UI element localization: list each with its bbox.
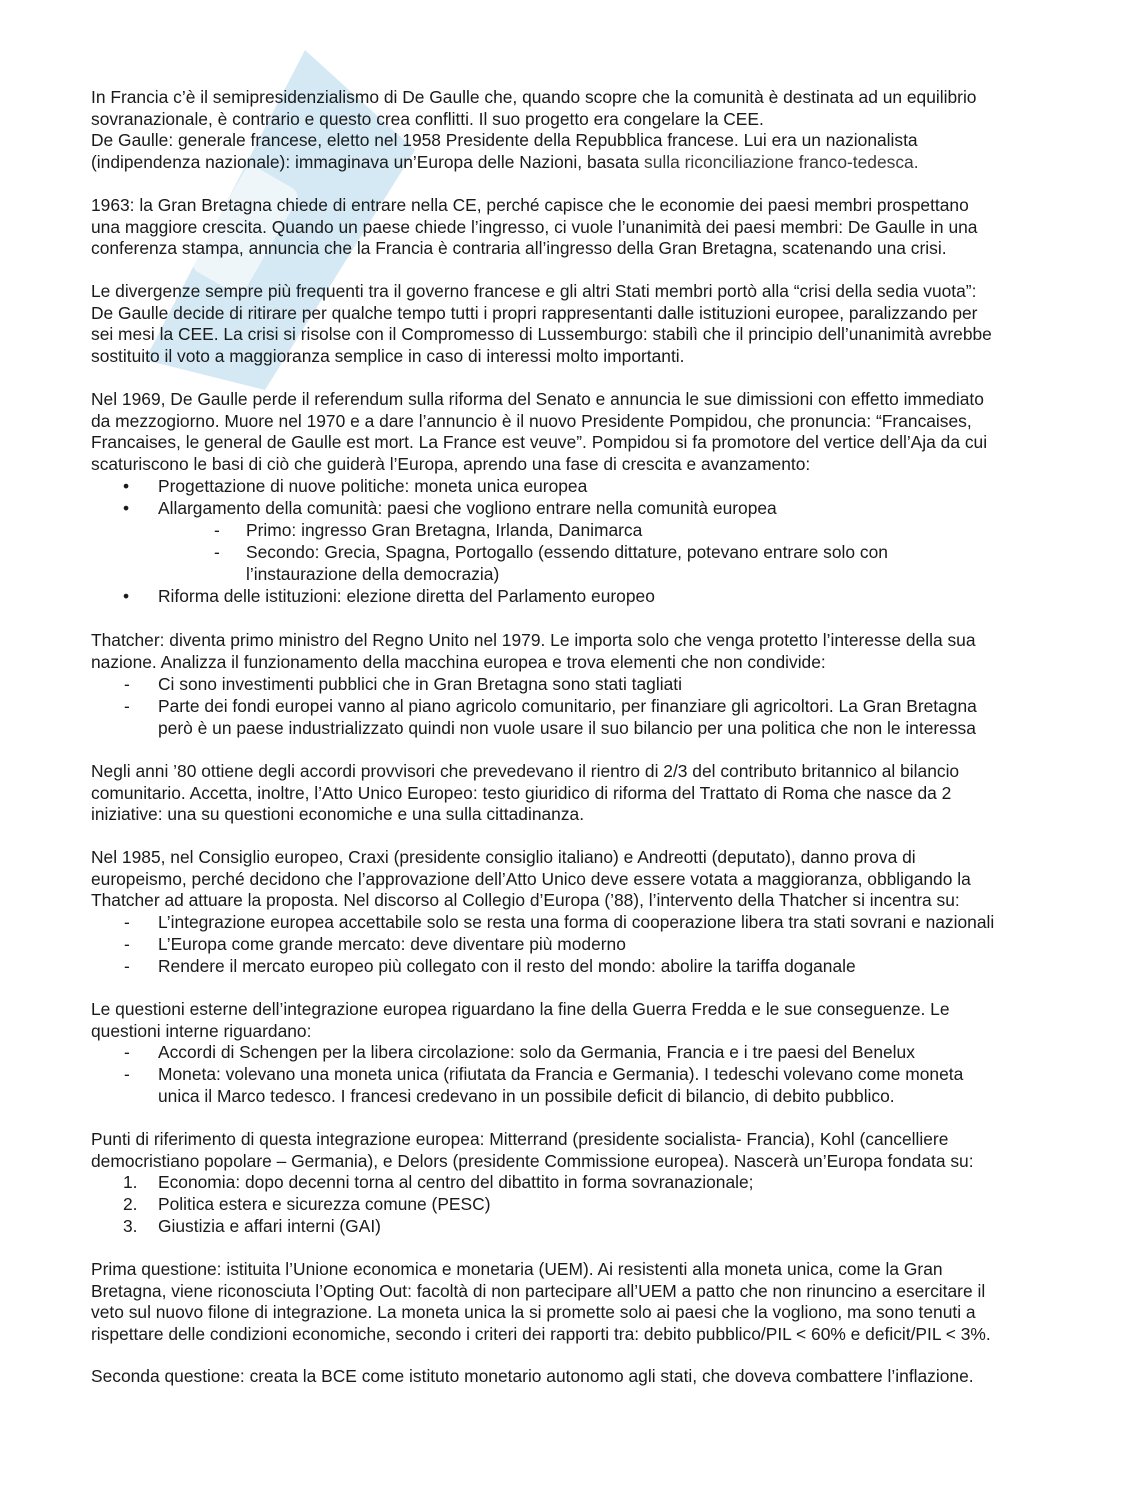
paragraph-1985 — [91, 847, 1071, 912]
paragraph-punti-riferimento — [91, 1129, 1071, 1172]
list-item: Ci sono investimenti pubblici che in Gran Bretagna sono stati tagliati — [158, 674, 682, 694]
text-line: Bretagna, viene riconosciuta l’Opting Out: facoltà di non partecipare all’UEM a patto che non rinuncino a esercitare il — [91, 1280, 986, 1301]
dash-marker: - — [124, 956, 130, 976]
text-line: De Gaulle: generale francese, eletto nel 1958 Presidente della Repubblica francese. Lui era un nazionalista — [91, 130, 918, 151]
list-item-continued: unica il Marco tedesco. I francesi credevano in un possibile deficit di bilancio, di debito pubblico. — [158, 1086, 895, 1106]
bullet-marker: • — [123, 586, 130, 606]
list-item: Politica estera e sicurezza comune (PESC) — [158, 1194, 491, 1214]
text-line: da mezzogiorno. Muore nel 1970 e a dare l’annuncio è il nuovo Presidente Pompidou, che pronuncia: “Francaises, — [91, 410, 972, 431]
paragraph-questioni — [91, 999, 1071, 1042]
text-segment-light: sulla riconciliazione franco-tedesca. — [644, 152, 919, 173]
paragraph-crisi-sedia-vuota — [91, 281, 1071, 368]
text-line: Seconda questione: creata la BCE come istituto monetario autonomo agli stati, che doveva combattere l’inflazione. — [91, 1366, 974, 1386]
text-line: comunitario. Accetta, inoltre, l’Atto Unico Europeo: testo giuridico di riforma del Trattato di Roma che nasce da 2 — [91, 782, 952, 803]
text-line: democristiano popolare – Germania), e Delors (presidente Commissione europea). Nascerà un’Europa fondata su: — [91, 1150, 974, 1171]
text-line: Le questioni esterne dell’integrazione europea riguardano la fine della Guerra Fredda e le sue conseguenze. Le — [91, 999, 950, 1019]
dash-marker: - — [214, 520, 220, 540]
paragraph-anni-80 — [91, 761, 1071, 826]
list-item: Economia: dopo decenni torna al centro del dibattito in forma sovranazionale; — [158, 1172, 754, 1192]
list-item: Allargamento della comunità: paesi che vogliono entrare nella comunità europea — [158, 498, 777, 518]
text-line: conferenza stampa, annuncia che la Francia è contraria all’ingresso della Gran Bretagna, scatenando una crisi. — [91, 238, 947, 259]
bullet-marker: • — [123, 498, 130, 518]
dash-marker: - — [124, 1064, 130, 1084]
paragraph-1963 — [91, 195, 1071, 260]
text-line: veto sul nuovo filone di integrazione. La moneta unica la si promette solo ai paesi che la vogliono, ma sono tenuti a — [91, 1302, 976, 1323]
dash-marker: - — [124, 934, 130, 954]
text-line: Thatcher: diventa primo ministro del Regno Unito nel 1979. Le importa solo che venga protetto l’interesse della sua — [91, 630, 976, 650]
list-item: Giustizia e affari interni (GAI) — [158, 1216, 381, 1236]
sub-list-item-continued: l’instaurazione della democrazia) — [246, 564, 500, 584]
text-line: In Francia c’è il semipresidenzialismo di De Gaulle che, quando scopre che la comunità è destinata ad un equilibrio — [91, 87, 977, 107]
text-line: De Gaulle decide di ritirare per qualche tempo tutti i propri rappresentanti dalle istituzioni europee, paralizzando per — [91, 302, 978, 323]
text-line: questioni interne riguardano: — [91, 1020, 312, 1041]
text-segment: (indipendenza nazionale): immaginava un’Europa delle Nazioni, basata — [91, 152, 644, 173]
list-item: L’integrazione europea accettabile solo se resta una forma di cooperazione libera tra stati sovrani e nazionali — [158, 912, 995, 932]
paragraph-thatcher — [91, 630, 1071, 673]
text-line: nazione. Analizza il funzionamento della macchina europea e trova elementi che non condivide: — [91, 651, 826, 672]
text-line: sovranazionale, è contrario e questo crea conflitti. Il suo progetto era congelare la CEE. — [91, 108, 764, 129]
text-line: rispettare delle condizioni economiche, secondo i criteri dei rapporti tra: debito pubblico/PIL < 60% e deficit/PIL < 3%. — [91, 1324, 991, 1345]
text-line: europeismo, perché decidono che l’approvazione dell’Atto Unico deve essere votata a maggioranza, obbligando la — [91, 868, 971, 889]
text-line: scaturiscono le basi di ciò che guiderà l’Europa, aprendo una fase di crescita e avanzamento: — [91, 454, 811, 475]
text-line: una maggiore crescita. Quando un paese chiede l’ingresso, ci vuole l’unanimità dei paesi membri: De Gaulle in una — [91, 216, 978, 237]
text-line: 1963: la Gran Bretagna chiede di entrare nella CE, perché capisce che le economie dei paesi membri prospettano — [91, 195, 969, 215]
list-item-continued: però è un paese industrializzato quindi non vuole usare il suo bilancio per una politica che non le interessa — [158, 718, 976, 738]
paragraph-1969 — [91, 389, 1071, 476]
dash-marker: - — [124, 696, 130, 716]
dash-marker: - — [214, 542, 220, 562]
text-line: iniziative: una su questioni economiche e una sulla cittadinanza. — [91, 804, 585, 825]
list-item: Rendere il mercato europeo più collegato con il resto del mondo: abolire la tariffa doganale — [158, 956, 856, 976]
bullet-marker: • — [123, 476, 130, 496]
text-line: Negli anni ’80 ottiene degli accordi provvisori che prevedevano il rientro di 2/3 del contributo britannico al bilancio — [91, 761, 960, 781]
text-line: Thatcher ad attuare la proposta. Nel discorso al Collegio d’Europa (’88), l’intervento della Thatcher si incentra su: — [91, 890, 960, 911]
paragraph-seconda-questione — [91, 1366, 1071, 1388]
text-line: Prima questione: istituita l’Unione economica e monetaria (UEM). Ai resistenti alla moneta unica, come la Gran — [91, 1259, 943, 1279]
number-marker: 2. — [123, 1194, 138, 1214]
list-item: Parte dei fondi europei vanno al piano agricolo comunitario, per finanziare gli agricoltori. La Gran Bretagna — [158, 696, 977, 716]
list-item: L’Europa come grande mercato: deve diventare più moderno — [158, 934, 626, 954]
text-line: Le divergenze sempre più frequenti tra il governo francese e gli altri Stati membri portò alla “crisi della sedia vuota”: — [91, 281, 977, 301]
list-item: Accordi di Schengen per la libera circolazione: solo da Germania, Francia e i tre paesi del Benelux — [158, 1042, 915, 1062]
text-line: Nel 1969, De Gaulle perde il referendum sulla riforma del Senato e annuncia le sue dimissioni con effetto immediato — [91, 389, 984, 409]
dash-marker: - — [124, 674, 130, 694]
list-item: Progettazione di nuove politiche: moneta unica europea — [158, 476, 588, 496]
list-item: Riforma delle istituzioni: elezione diretta del Parlamento europeo — [158, 586, 655, 606]
paragraph-prima-questione — [91, 1259, 1071, 1346]
list-item: Moneta: volevano una moneta unica (rifiutata da Francia e Germania). I tedeschi volevano come moneta — [158, 1064, 964, 1084]
sub-list-item: Primo: ingresso Gran Bretagna, Irlanda, Danimarca — [246, 520, 643, 540]
text-line: Nel 1985, nel Consiglio europeo, Craxi (presidente consiglio italiano) e Andreotti (deputato), danno prova di — [91, 847, 916, 867]
number-marker: 1. — [123, 1172, 138, 1192]
dash-marker: - — [124, 912, 130, 932]
sub-list-item: Secondo: Grecia, Spagna, Portogallo (essendo dittature, potevano entrare solo con — [246, 542, 888, 562]
text-line: Punti di riferimento di questa integrazione europea: Mitterrand (presidente socialista- Francia), Kohl (cancelliere — [91, 1129, 949, 1149]
text-line: sostituito il voto a maggioranza semplice in caso di interessi molto importanti. — [91, 346, 685, 367]
number-marker: 3. — [123, 1216, 138, 1236]
text-line: Francaises, le general de Gaulle est mort. La France est veuve”. Pompidou si fa promotore del vertice dell’Aja da cui — [91, 432, 988, 453]
paragraph-de-gaulle-intro — [91, 87, 1071, 174]
dash-marker: - — [124, 1042, 130, 1062]
text-line: sei mesi la CEE. La crisi si risolse con il Compromesso di Lussemburgo: stabilì che il principio dell’unanimità avrebbe — [91, 324, 992, 345]
text-line — [91, 152, 1071, 174]
